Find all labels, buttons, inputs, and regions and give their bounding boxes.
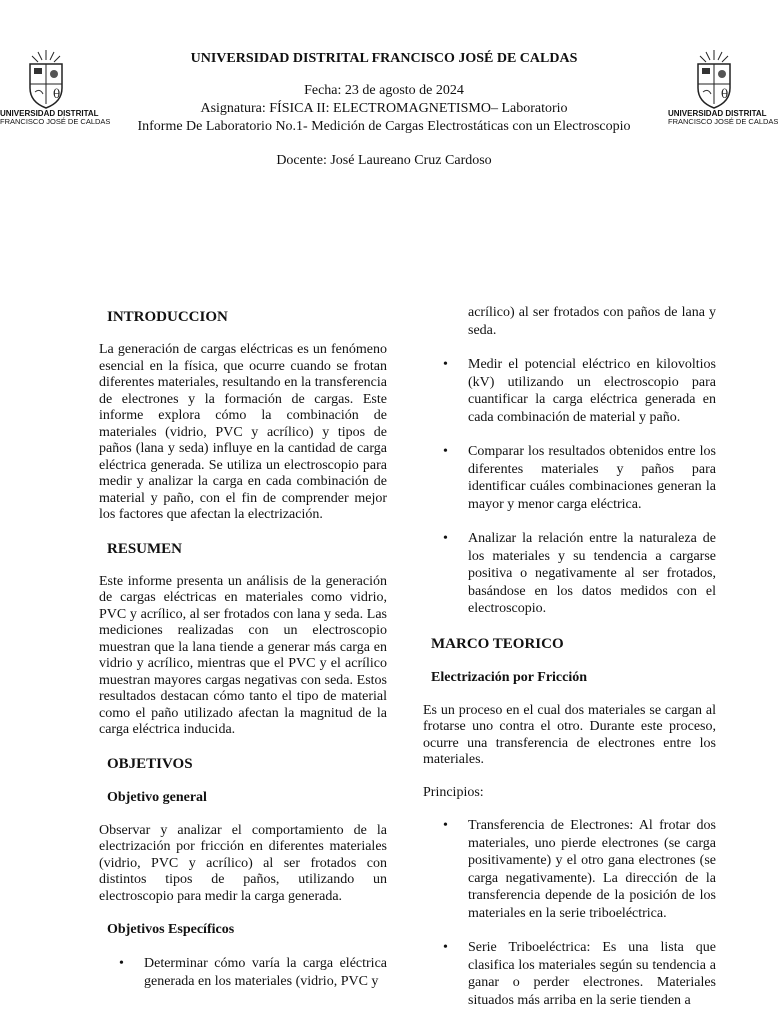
- list-item-continuation: acrílico) al ser frotados con paños de lana y seda.: [468, 305, 716, 338]
- svg-text:θ: θ: [721, 87, 729, 101]
- list-item: • Medir el potencial eléctrico en kilovoltios (kV) utilizando un electroscopio para cuantificar la carga eléctrica generada en cada combinación de material y paño.: [423, 356, 716, 426]
- list-item: • Comparar los resultados obtenidos entre los diferentes materiales y paños para identificar cuáles combinaciones generan la mayor y menor carga eléctrica.: [423, 443, 716, 513]
- university-logo-left: [0, 48, 111, 132]
- list-item: • Determinar cómo varía la carga eléctrica generada en los materiales (vidrio, PVC y: [99, 955, 387, 990]
- university-seal-icon: [24, 48, 68, 110]
- logo-name-line2: FRANCISCO JOSÉ DE CALDAS: [668, 117, 778, 126]
- summary-heading: RESUMEN: [107, 540, 183, 557]
- list-item: • Analizar la relación entre la naturaleza de los materiales y su tendencia a cargarse positiva o negativamente al ser frotados, basándose en los datos medidos con el electroscopio.: [423, 530, 716, 618]
- report-date: Fecha: 23 de agosto de 2024: [304, 83, 464, 98]
- university-title: UNIVERSIDAD DISTRITAL FRANCISCO JOSÉ DE CALDAS: [190, 51, 578, 66]
- left-column: [99, 304, 387, 1007]
- subject-line: Asignatura: FÍSICA II: ELECTROMAGNETISMO– Laboratorio: [200, 101, 568, 116]
- general-objective-heading: Objetivo general: [107, 789, 207, 805]
- principles-label: Principios:: [423, 784, 484, 800]
- list-item: • Transferencia de Electrones: Al frotar dos materiales, uno pierde electrones (se carga positivamente) y el otro gana electrones (se carga negativamente). La dirección de la transferencia depende de la posición de los materiales en la serie triboeléctrica.: [423, 817, 716, 922]
- objectives-heading: OBJETIVOS: [107, 755, 193, 772]
- logo-name-line1: UNIVERSIDAD DISTRITAL: [668, 109, 767, 118]
- theoretical-framework-heading: MARCO TEORICO: [431, 635, 564, 652]
- logo-name-line2: FRANCISCO JOSÉ DE CALDAS: [0, 117, 111, 126]
- specific-objectives-list-continued: [423, 304, 716, 618]
- introduction-paragraph: La generación de cargas eléctricas es un fenómeno esencial en la física, que ocurre cuando se frotan diferentes materiales, resultando en la transferencia de electrones y la formación de cargas. Este informe explora cómo la combinación de materiales (vidrio, PVC y acrílico) y tipos de paños (lana y seda) influye en la cantidad de carga eléctrica generada. Se utiliza un electroscopio para medir y analizar la carga en cada combinación de material y paño, con el fin de comprender mejor los factores que afectan la electrización.: [99, 342, 387, 522]
- general-objective-paragraph: Observar y analizar el comportamiento de la electrización por fricción en diferentes materiales (vidrio, PVC y acrílico) al ser frotados con distintos tipos de paños, utilizando un electroscopio para medir la carga generada.: [99, 822, 387, 904]
- teacher-line: Docente: José Laureano Cruz Cardoso: [276, 153, 492, 168]
- report-title: Informe De Laboratorio No.1- Medición de Cargas Electrostáticas con un Electroscopio: [137, 119, 631, 134]
- document-header: [90, 50, 678, 170]
- summary-paragraph: Este informe presenta un análisis de la generación de cargas eléctricas en materiales como vidrio, PVC y acrílico, al ser frotados con lana y seda. Las mediciones realizadas con un electroscopio muestran que la lana tiende a generar más carga en vidrio y acrílico, mientras que el PVC y el acrílico muestran mayores cargas negativas con seda. Estos resultados destacan cómo tanto el tipo de material como el paño utilizado afectan la magnitud de la carga eléctrica inducida.: [99, 573, 387, 737]
- list-item: • Serie Triboeléctrica: Es una lista que clasifica los materiales según su tendencia a ganar o perder electrones. Materiales situados más arriba en la serie tienden a: [423, 939, 716, 1009]
- friction-paragraph: Es un proceso en el cual dos materiales se cargan al frotarse uno contra el otro. Durante este proceso, ocurre una transferencia de electrones entre los materiales.: [423, 702, 716, 767]
- right-column: [423, 304, 716, 1026]
- university-seal-icon: [692, 48, 736, 110]
- introduction-heading: INTRODUCCION: [107, 309, 228, 325]
- university-logo-right: [668, 48, 778, 132]
- principles-list: [423, 817, 716, 1009]
- specific-objectives-list-start: [99, 955, 387, 990]
- specific-objectives-heading: Objetivos Específicos: [107, 922, 235, 937]
- friction-heading: Electrización por Fricción: [431, 669, 588, 685]
- logo-name-line1: UNIVERSIDAD DISTRITAL: [0, 109, 99, 118]
- svg-text:θ: θ: [53, 87, 61, 101]
